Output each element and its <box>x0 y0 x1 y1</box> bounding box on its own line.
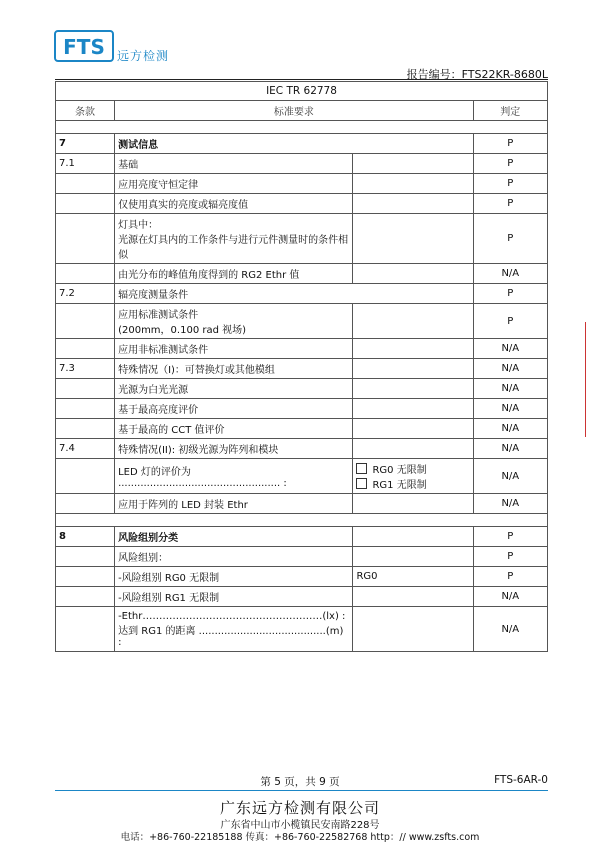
side-seal-stamp <box>585 322 600 437</box>
company-name: 广东远方检测有限公司 <box>219 799 380 817</box>
verdict: N/A <box>473 607 547 652</box>
table-row <box>56 459 548 494</box>
table-row <box>56 567 548 587</box>
verdict: P <box>473 284 547 304</box>
requirement: -风险组别 RG0 无限制 <box>115 567 353 587</box>
verdict: P <box>473 547 547 567</box>
table-row <box>56 284 548 304</box>
requirement: 光源为白光光源 <box>115 379 353 399</box>
requirement: 基础 <box>115 154 353 174</box>
table-row <box>56 154 548 174</box>
requirement: 由光分布的峰值角度得到的 RG2 Ethr 值 <box>115 264 353 284</box>
table-header-row <box>56 101 548 121</box>
verdict: P <box>473 134 547 154</box>
table-row <box>56 339 548 359</box>
table-row <box>56 547 548 567</box>
verdict: P <box>473 304 547 339</box>
clause: 7 <box>56 134 115 154</box>
verdict: P <box>473 527 547 547</box>
requirement: 基于最高亮度评价 <box>115 399 353 419</box>
requirement <box>115 214 353 264</box>
verdict: N/A <box>473 587 547 607</box>
table-row <box>56 194 548 214</box>
clause: 7.3 <box>56 359 115 379</box>
clause: 8 <box>56 527 115 547</box>
verdict: N/A <box>473 459 547 494</box>
company-short-name: 远方检测 <box>117 49 170 63</box>
requirement: 测试信息 <box>115 134 474 154</box>
requirement: 应用于阵列的 LED 封装 Ethr <box>115 494 353 514</box>
svg-text:FTS: FTS <box>63 35 105 59</box>
table-row <box>56 607 548 652</box>
requirement: 基于最高的 CCT 值评价 <box>115 419 353 439</box>
company-contact: 电话：+86-760-22185188 传真：+86-760-22582768 http：// www.zsfts.com <box>120 832 480 843</box>
col-verdict: 判定 <box>473 101 547 121</box>
requirement: LED 灯的评价为 ................................................... : <box>115 459 353 494</box>
footer-divider <box>55 790 548 791</box>
requirement: 应用非标准测试条件 <box>115 339 353 359</box>
requirement-line: 达到 RG1 的距离 ........................................(m) : <box>118 625 344 648</box>
verdict: N/A <box>473 399 547 419</box>
table-spacer <box>56 514 548 527</box>
verdict: P <box>473 154 547 174</box>
verdict: N/A <box>473 494 547 514</box>
verdict: P <box>473 567 547 587</box>
requirement: 风险组别分类 <box>115 527 353 547</box>
table-row <box>56 264 548 284</box>
clause: 7.1 <box>56 154 115 174</box>
result <box>353 459 473 494</box>
clause: 7.2 <box>56 284 115 304</box>
requirement: 风险组别： <box>115 547 353 567</box>
table-row <box>56 419 548 439</box>
col-clause: 条款 <box>56 101 115 121</box>
requirement: 特殊情况(II): 初级光源为阵列和模块 <box>115 439 353 459</box>
clause: 7.4 <box>56 439 115 459</box>
table-row <box>56 439 548 459</box>
verdict: P <box>473 174 547 194</box>
requirement-line: (200mm，0.100 rad 视场) <box>118 325 247 336</box>
form-code: FTS-6AR-0 <box>494 774 548 786</box>
table-row <box>56 174 548 194</box>
checkbox-rg1[interactable] <box>356 478 367 489</box>
standard-title: IEC TR 62778 <box>56 82 548 101</box>
verdict: P <box>473 194 547 214</box>
requirement: 应用亮度守恒定律 <box>115 174 353 194</box>
requirement: 特殊情况（I)：可替换灯或其他模组 <box>115 359 353 379</box>
table-title-row <box>56 82 548 101</box>
table-row <box>56 494 548 514</box>
table-row <box>56 399 548 419</box>
page-number: 第 5 页，共 9 页 <box>260 776 340 788</box>
requirement-line: 光源在灯具内的工作条件与进行元件测量时的条件相似 <box>118 235 349 261</box>
requirement-line: 灯具中： <box>118 220 159 231</box>
verdict: N/A <box>473 419 547 439</box>
requirement: 辐亮度测量条件 <box>115 284 474 304</box>
col-requirement: 标准要求 <box>115 101 474 121</box>
test-table <box>55 81 548 652</box>
option-label: RG1 无限制 <box>372 480 427 491</box>
table-row <box>56 134 548 154</box>
table-row <box>56 214 548 264</box>
verdict: N/A <box>473 339 547 359</box>
verdict: N/A <box>473 439 547 459</box>
verdict: P <box>473 214 547 264</box>
option-label: RG0 无限制 <box>372 465 427 476</box>
verdict: N/A <box>473 264 547 284</box>
result <box>353 154 473 174</box>
table-row <box>56 587 548 607</box>
verdict: N/A <box>473 379 547 399</box>
requirement: -风险组别 RG1 无限制 <box>115 587 353 607</box>
table-row <box>56 379 548 399</box>
requirement-line: -Ethr………………………………………………(lx) : <box>118 610 346 622</box>
requirement <box>115 304 353 339</box>
requirement <box>115 607 353 652</box>
table-spacer <box>56 121 548 134</box>
company-address: 广东省中山市小榄镇民安南路228号 <box>220 820 380 831</box>
requirement: 仅使用真实的亮度或辐亮度值 <box>115 194 353 214</box>
table-row <box>56 359 548 379</box>
table-row <box>56 527 548 547</box>
result: RG0 <box>353 567 473 587</box>
verdict: N/A <box>473 359 547 379</box>
report-number: 报告编号：FTS22KR-8680L <box>406 68 548 81</box>
checkbox-rg0[interactable] <box>356 463 367 474</box>
requirement-line: 应用标准测试条件 <box>118 310 199 321</box>
header-divider <box>55 79 548 80</box>
table-row <box>56 304 548 339</box>
fts-logo-icon <box>54 30 114 62</box>
